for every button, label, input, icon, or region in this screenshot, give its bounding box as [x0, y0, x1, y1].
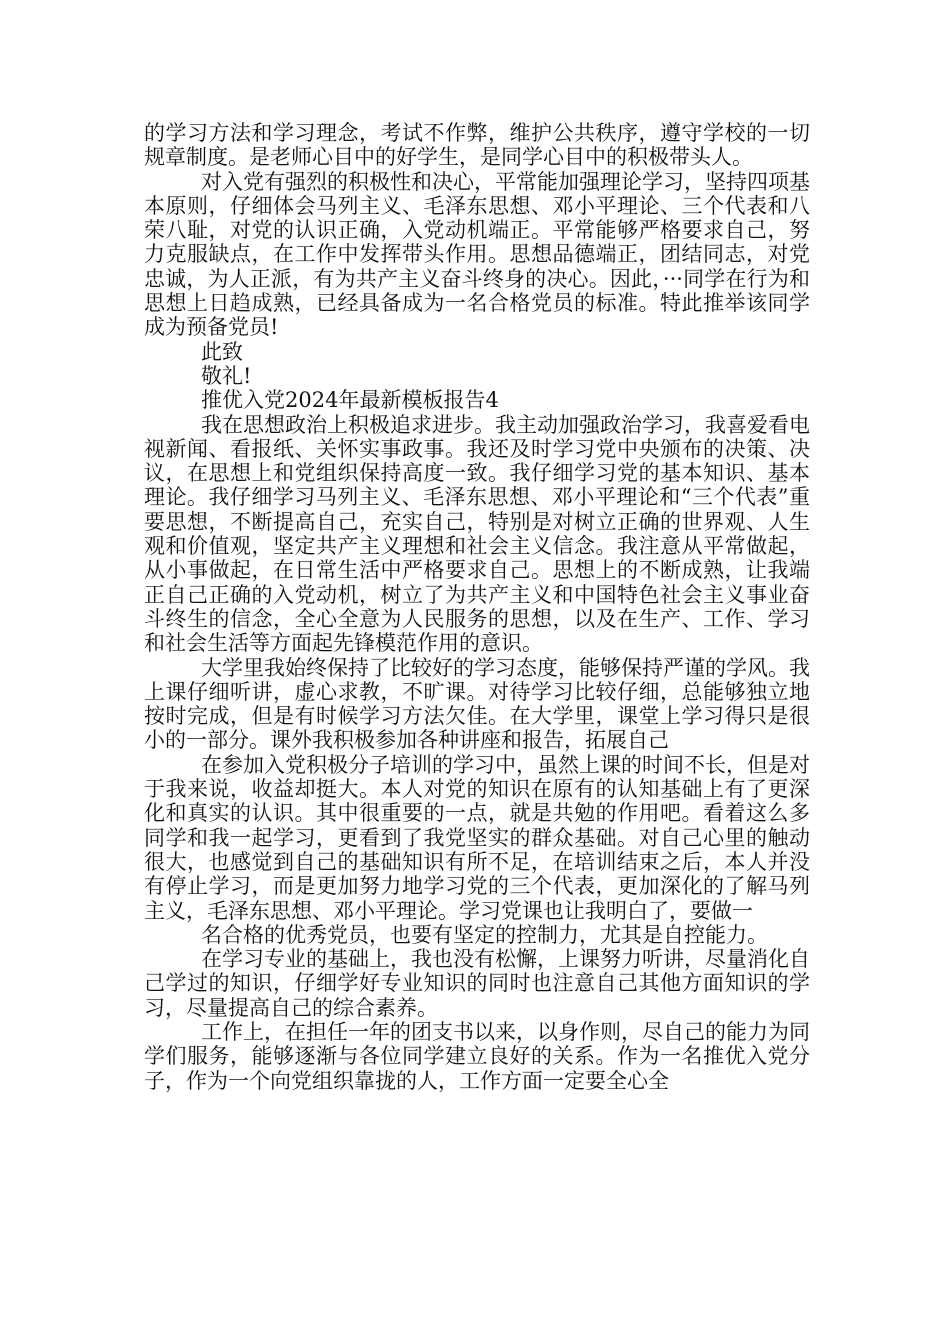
paragraph-study-habits-end: 的学习方法和学习理念，考试不作弊，维护公共秩序，遵守学校的一切规章制度。是老师心目中的好学生，是同学心目中的积极带头人。: [144, 121, 810, 170]
paragraph-political-progress: 我在思想政治上积极追求进步。我主动加强政治学习，我喜爱看电视新闻、看报纸、关怀实事政事。我还及时学习党中央颁布的决策、决议，在思想上和党组织保持高度一致。我仔细学习党的基本知识、基本理论。我仔细学习马列主义、毛泽东思想、邓小平理论和“三个代表”重要思想，不断提高自己，充实自己，特别是对树立正确的世界观、人生观和价值观，坚定共产主义理想和社会主义信念。我注意从平常做起，从小事做起，在日常生活中严格要求自己。思想上的不断成熟，让我端正自己正确的入党动机，树立了为共产主义和中国特色社会主义事业奋斗终生的信念，全心全意为人民服务的思想，以及在生产、工作、学习和社会生活等方面起先锋模范作用的意识。: [144, 412, 810, 656]
paragraph-professional-study: 在学习专业的基础上，我也没有松懈，上课努力听讲，尽量消化自己学过的知识，仔细学好专业知识的同时也注意自己其他方面知识的学习，尽量提高自己的综合素养。: [144, 947, 810, 1020]
section-heading: 推优入党2024年最新模板报告4: [201, 388, 499, 413]
paragraph-qualified-member: 名合格的优秀党员，也要有坚定的控制力，尤其是自控能力。: [201, 922, 768, 947]
paragraph-party-attitude: 对入党有强烈的积极性和决心，平常能加强理论学习，坚持四项基本原则，仔细体会马列主义、毛泽东思想、邓小平理论、三个代表和八荣八耻，对党的认识正确，入党动机端正。平常能够严格要求自己，努力克服缺点，在工作中发挥带头作用。思想品德端正，团结同志，对党忠诚，为人正派，有为共产主义奋斗终身的决心。因此，···同学在行为和思想上日趋成熟，已经具备成为一名合格党员的标准。特此推举该同学成为预备党员!: [144, 169, 810, 340]
paragraph-university-study: 大学里我始终保持了比较好的学习态度，能够保持严谨的学风。我上课仔细听讲，虚心求教，不旷课。对待学习比较仔细，总能够独立地按时完成，但是有时候学习方法欠佳。在大学里，课堂上学习得只是很小的一部分。课外我积极参加各种讲座和报告，拓展自己: [144, 655, 810, 753]
closing-salutation: 此致: [201, 339, 243, 364]
closing-regards: 敬礼!: [201, 363, 252, 388]
document-page: [144, 121, 810, 1093]
paragraph-work: 工作上，在担任一年的团支书以来，以身作则，尽自己的能力为同学们服务，能够逐渐与各位同学建立良好的关系。作为一名推优入党分子，作为一个向党组织靠拢的人，工作方面一定要全心全: [144, 1019, 810, 1093]
paragraph-training: 在参加入党积极分子培训的学习中，虽然上课的时间不长，但是对于我来说，收益却挺大。本人对党的知识在原有的认知基础上有了更深化和真实的认识。其中很重要的一点，就是共勉的作用吧。看着这么多同学和我一起学习，更看到了我党坚实的群众基础。对自己心里的触动很大，也感觉到自己的基础知识有所不足，在培训结束之后，本人并没有停止学习，而是更加努力地学习党的三个代表，更加深化的了解马列主义，毛泽东思想、邓小平理论。学习党课也让我明白了，要做一: [144, 752, 810, 923]
